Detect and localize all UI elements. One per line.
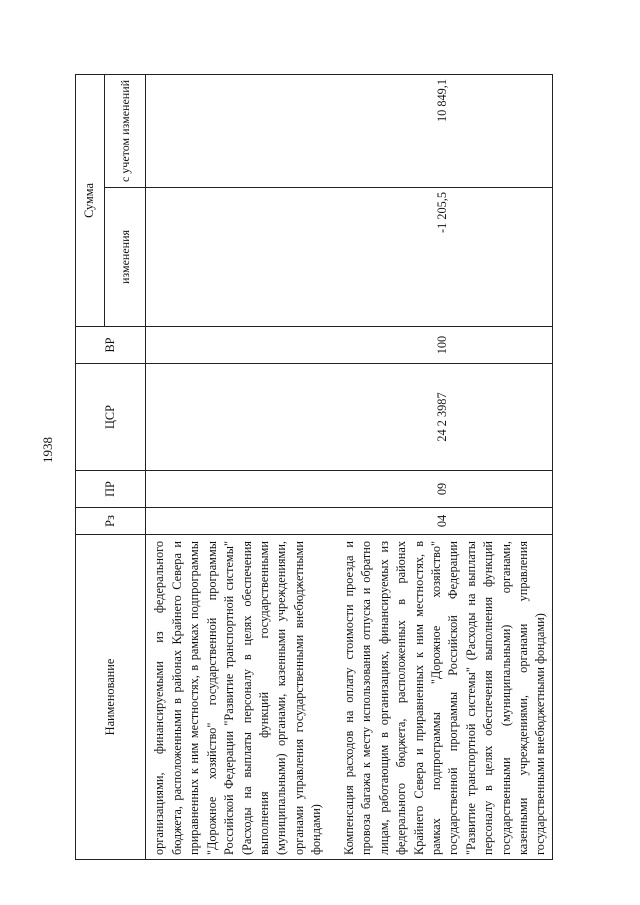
- header-pr: ПР: [76, 471, 146, 508]
- row-rz: [146, 508, 332, 535]
- row-name: Компенсация расходов на оплату стоимости проезда и провоза багажа к месту использования отпуска и обратно лицам, работающим в организациях, финансируемых из федерального бюджета, расположенных в районах Крайнего Севера и приравненных к ним местностях, в рамках подпрограммы "Дорожное хозяйство" государственной программы Российской Федерации "Развитие транспортной системы" (Расходы на выплаты персоналу в целях обеспечения выполнения функций государственными (муниципальными) органами, казенными учреждениями, органами управления государственными внебюджетными фондами): [331, 535, 552, 860]
- row-csr: 24 2 3987: [331, 364, 552, 471]
- header-sum: Сумма: [76, 74, 105, 326]
- header-name: Наименование: [76, 535, 146, 860]
- row-changes: -1 205,5: [331, 188, 552, 327]
- row-pr: 09: [331, 471, 552, 508]
- row-with-changes: [146, 74, 332, 187]
- row-name: организациями, финансируемыми из федерального бюджета, расположенными в районах Крайнего Севера и приравненных к ним местностях, в рамках подпрограммы "Дорожное хозяйство" государственной программы Российской Федерации "Развитие транспортной системы" (Расходы на выплаты персоналу в целях обеспечения выполнения функций государственными (муниципальными) органами, казенными учреждениями, органами управления государственными внебюджетными фондами): [146, 535, 332, 860]
- row-changes: [146, 188, 332, 327]
- header-rz: Рз: [76, 508, 146, 535]
- table-row: [146, 74, 332, 859]
- table-row: [331, 74, 552, 859]
- rotated-page-content: [75, 75, 585, 860]
- row-pr: [146, 471, 332, 508]
- budget-table: [75, 74, 553, 860]
- page-number: 1938: [40, 437, 55, 463]
- header-with-changes: с учетом изменений: [105, 74, 146, 187]
- header-changes: изменения: [105, 188, 146, 327]
- row-csr: [146, 364, 332, 471]
- row-vr: [146, 327, 332, 364]
- row-vr: 100: [331, 327, 552, 364]
- header-csr: ЦСР: [76, 364, 146, 471]
- header-vr: ВР: [76, 327, 146, 364]
- row-with-changes: 10 849,1: [331, 74, 552, 187]
- table-header: [76, 74, 146, 859]
- row-rz: 04: [331, 508, 552, 535]
